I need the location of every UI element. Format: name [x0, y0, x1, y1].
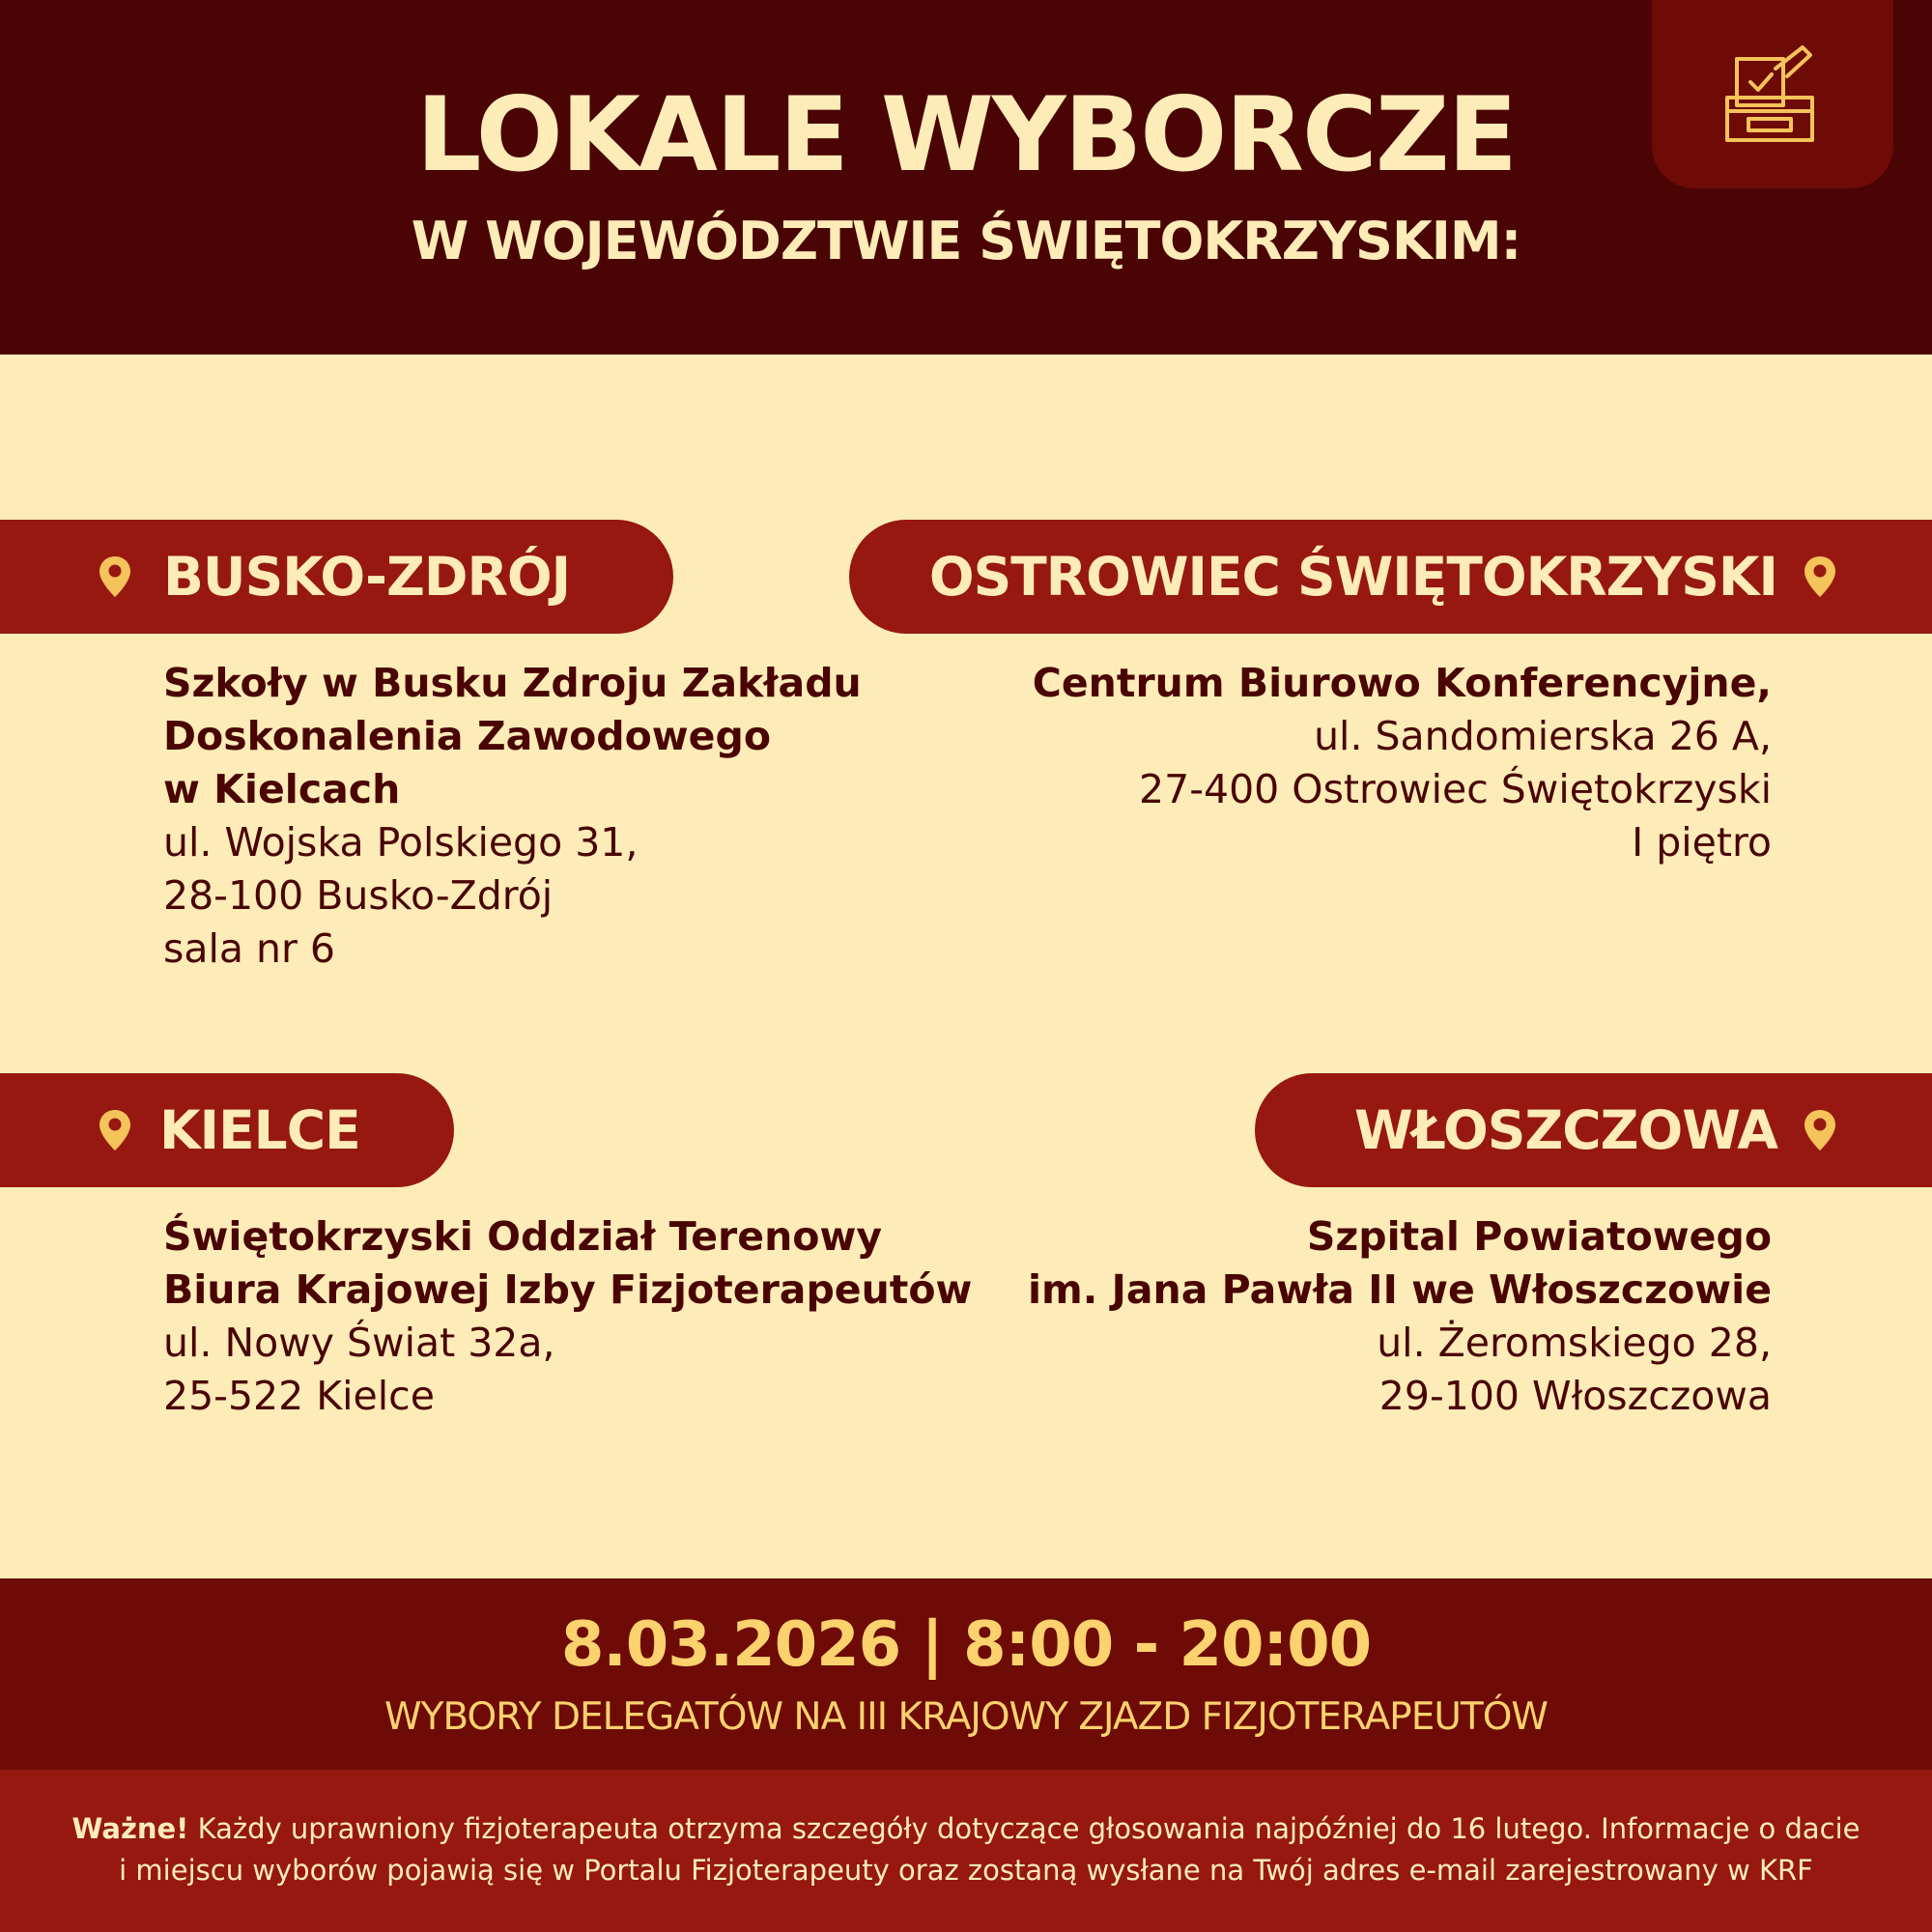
election-event: WYBORY DELEGATÓW NA III KRAJOWY ZJAZD FIZJOTERAPEUTÓW	[384, 1695, 1548, 1739]
address-line: ul. Wojska Polskiego 31,	[163, 819, 639, 866]
icon-badge	[1652, 0, 1893, 188]
important-note	[0, 1770, 1932, 1932]
note-line-2: i miejscu wyborów pojawią się w Portalu Fizjoterapeuty oraz zostaną wysłane na Twój adres e-mail zarejestrowany w KRF	[119, 1854, 1813, 1887]
venue-line: Szpital Powiatowego	[1306, 1213, 1772, 1260]
location-pill-ostrowiec	[849, 520, 1932, 634]
location-pill-wloszczowa	[1255, 1073, 1932, 1187]
address-line: 29-100 Włoszczowa	[1378, 1373, 1772, 1419]
venue-line: Centrum Biurowo Konferencyjne,	[1032, 660, 1772, 706]
address-wloszczowa	[1028, 1210, 1772, 1423]
address-busko	[163, 657, 862, 976]
map-pin-icon	[1803, 1108, 1837, 1152]
page-title: LOKALE WYBORCZE	[415, 75, 1517, 194]
map-pin-icon	[98, 554, 132, 599]
location-pill-kielce	[0, 1073, 454, 1187]
address-line: I piętro	[1632, 819, 1772, 866]
map-pin-icon	[1803, 554, 1837, 599]
header	[0, 0, 1932, 355]
map-pin-icon	[98, 1108, 132, 1152]
address-line: ul. Nowy Świat 32a,	[163, 1320, 555, 1366]
note-line-1	[0, 1808, 1932, 1850]
address-line: ul. Żeromskiego 28,	[1377, 1320, 1772, 1366]
address-line: 28-100 Busko-Zdrój	[163, 872, 554, 919]
address-line: 25-522 Kielce	[163, 1373, 435, 1419]
venue-line: Szkoły w Busku Zdroju Zakładu	[163, 660, 862, 706]
address-line: sala nr 6	[163, 925, 335, 972]
address-kielce	[163, 1210, 972, 1423]
election-date-time: 8.03.2026 | 8:00 - 20:00	[560, 1609, 1372, 1681]
location-pill-busko	[0, 520, 673, 634]
note-text: Każdy uprawniony fizjoterapeuta otrzyma szczegóły dotyczące głosowania najpóźniej do 16 lutego. Informacje o dacie	[188, 1812, 1861, 1845]
page-subtitle: W WOJEWÓDZTWIE ŚWIĘTOKRZYSKIM:	[411, 211, 1521, 271]
ballot-box-icon	[1719, 42, 1826, 148]
city-label: WŁOSZCZOWA	[1353, 1099, 1777, 1161]
venue-line: im. Jana Pawła II we Włoszczowie	[1027, 1266, 1772, 1313]
address-line: ul. Sandomierska 26 A,	[1314, 713, 1772, 759]
footer-banner	[0, 1578, 1932, 1770]
venue-line: Doskonalenia Zawodowego	[163, 713, 771, 759]
address-ostrowiec	[1033, 657, 1772, 869]
venue-line: w Kielcach	[163, 766, 401, 812]
city-label: BUSKO-ZDRÓJ	[163, 546, 571, 608]
address-line: 27-400 Ostrowiec Świętokrzyski	[1139, 766, 1772, 812]
venue-line: Biura Krajowej Izby Fizjoterapeutów	[163, 1266, 973, 1313]
note-important-label: Ważne!	[71, 1812, 189, 1845]
venue-line: Świętokrzyski Oddział Terenowy	[163, 1213, 883, 1260]
city-label: OSTROWIEC ŚWIĘTOKRZYSKI	[928, 546, 1777, 608]
city-label: KIELCE	[159, 1099, 360, 1161]
